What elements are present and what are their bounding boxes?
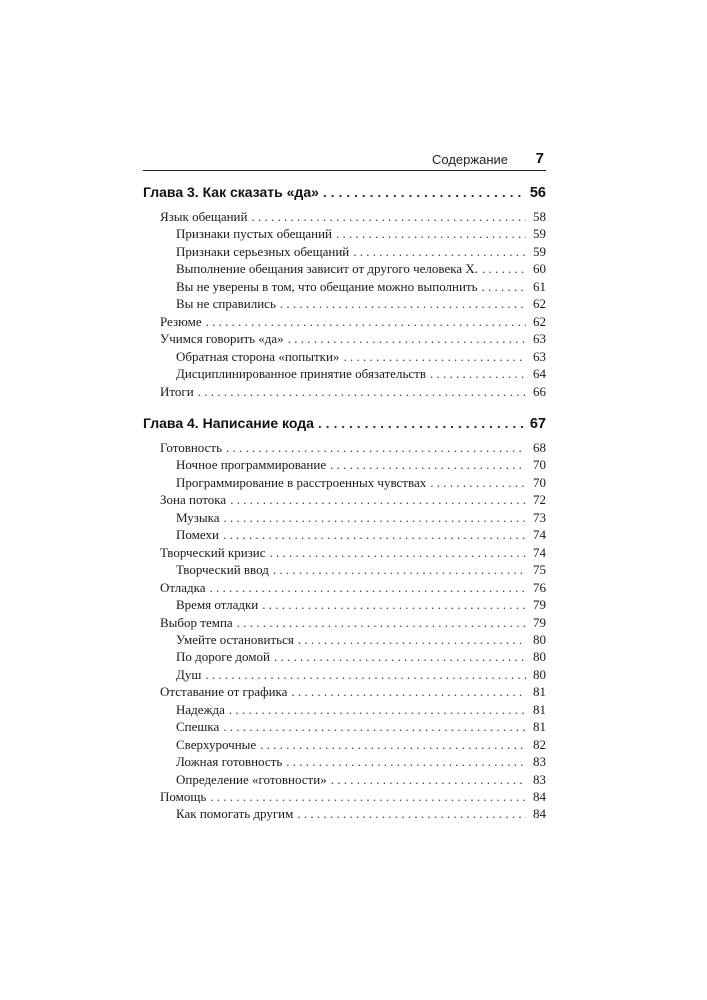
toc-entry-title: Глава 4. Написание кода — [143, 415, 314, 431]
dot-leader — [482, 261, 526, 277]
toc-entry-title: Надежда — [176, 702, 225, 717]
toc-entry-title: Ночное программирование — [176, 457, 327, 472]
toc-subsection-entry[interactable] — [143, 649, 546, 665]
toc-subsection-entry[interactable] — [143, 667, 546, 683]
toc-entry-page: 70 — [533, 475, 546, 490]
toc-subsection-entry[interactable] — [143, 261, 546, 277]
toc-chapter-heading[interactable] — [143, 415, 546, 432]
toc-entry-page: 75 — [533, 562, 546, 577]
dot-leader — [205, 667, 526, 683]
toc-entry-title: Как помогать другим — [176, 806, 294, 821]
toc-entry-title: Музыка — [176, 510, 220, 525]
dot-leader — [482, 279, 526, 295]
toc-section-entry[interactable] — [143, 492, 546, 508]
toc-subsection-entry[interactable] — [143, 719, 546, 735]
running-header — [143, 150, 546, 171]
toc-entry-page: 76 — [533, 580, 546, 595]
toc-subsection-entry[interactable] — [143, 279, 546, 295]
dot-leader — [298, 632, 526, 648]
toc-entry-page: 74 — [533, 527, 546, 542]
dot-leader — [330, 457, 526, 473]
toc-entry-page: 68 — [533, 440, 546, 455]
toc-entry-title: Помощь — [160, 789, 207, 804]
dot-leader — [318, 415, 524, 431]
toc-entry-title: Признаки пустых обещаний — [176, 226, 332, 241]
toc-entry-title: Творческий кризис — [160, 545, 266, 560]
toc-entry-title: Обратная сторона «попытки» — [176, 349, 340, 364]
dot-leader — [229, 702, 526, 718]
toc-entry-title: Ложная готовность — [176, 754, 283, 769]
dot-leader — [291, 684, 526, 700]
toc-entry-page: 60 — [533, 261, 546, 276]
toc-entry-page: 61 — [533, 279, 546, 294]
toc-section-entry[interactable] — [143, 314, 546, 330]
toc-chapter-heading[interactable] — [143, 184, 546, 201]
toc-entry-title: Творческий ввод — [176, 562, 269, 577]
toc-entry-page: 66 — [533, 384, 546, 399]
toc-entry-title: По дороге домой — [176, 649, 270, 664]
toc-subsection-entry[interactable] — [143, 349, 546, 365]
toc-subsection-entry[interactable] — [143, 562, 546, 578]
toc-section-entry[interactable] — [143, 545, 546, 561]
toc-entry-page: 73 — [533, 510, 546, 525]
toc-entry-page: 81 — [533, 702, 546, 717]
toc-entry-page: 80 — [533, 667, 546, 682]
toc-entry-title: Признаки серьезных обещаний — [176, 244, 350, 259]
toc-subsection-entry[interactable] — [143, 510, 546, 526]
dot-leader — [297, 806, 526, 822]
page-number: 7 — [535, 150, 544, 167]
toc-entry-page: 64 — [533, 366, 546, 381]
toc-entry-title: Сверхурочные — [176, 737, 257, 752]
toc-entry-title: Вы не уверены в том, что обещание можно выполнить — [176, 279, 478, 294]
toc-entry-page: 81 — [533, 719, 546, 734]
toc-subsection-entry[interactable] — [143, 475, 546, 491]
toc-entry-title: Вы не справились — [176, 296, 276, 311]
toc-entry-page: 59 — [533, 244, 546, 259]
dot-leader — [280, 296, 526, 312]
toc-entry-page: 79 — [533, 597, 546, 612]
toc-section-entry[interactable] — [143, 580, 546, 596]
dot-leader — [226, 440, 526, 456]
dot-leader — [270, 545, 526, 561]
toc-entry-title: Выбор темпа — [160, 615, 233, 630]
toc-entry-page: 70 — [533, 457, 546, 472]
toc-entry-page: 62 — [533, 314, 546, 329]
toc-entry-page: 72 — [533, 492, 546, 507]
toc-entry-page: 58 — [533, 209, 546, 224]
section-title: Содержание — [432, 152, 508, 167]
dot-leader — [336, 226, 526, 242]
toc-entry-page: 74 — [533, 545, 546, 560]
dot-leader — [237, 615, 526, 631]
toc-subsection-entry[interactable] — [143, 772, 546, 788]
toc-entry-page: 83 — [533, 772, 546, 787]
toc-entry-title: Глава 3. Как сказать «да» — [143, 184, 319, 200]
dot-leader — [223, 527, 526, 543]
dot-leader — [331, 772, 526, 788]
toc-entry-page: 67 — [529, 416, 546, 432]
toc-subsection-entry[interactable] — [143, 226, 546, 242]
toc-entry-page: 79 — [533, 615, 546, 630]
dot-leader — [224, 510, 527, 526]
toc-entry-page: 84 — [533, 806, 546, 821]
dot-leader — [274, 649, 526, 665]
toc-section-entry[interactable] — [143, 331, 546, 347]
dot-leader — [260, 737, 526, 753]
toc-entry-page: 80 — [533, 649, 546, 664]
toc-entry-title: Душ — [176, 667, 202, 682]
toc-entry-title: Учимся говорить «да» — [160, 331, 284, 346]
dot-leader — [323, 184, 524, 200]
toc-entry-page: 62 — [533, 296, 546, 311]
dot-leader — [353, 244, 526, 260]
dot-leader — [273, 562, 526, 578]
toc-entry-title: Зона потока — [160, 492, 227, 507]
toc-entry-title: Умейте остановиться — [176, 632, 294, 647]
toc-subsection-entry[interactable] — [143, 702, 546, 718]
toc-entry-page: 59 — [533, 226, 546, 241]
toc-entry-page: 56 — [529, 185, 546, 201]
dot-leader — [210, 580, 526, 596]
toc-entry-title: Помехи — [176, 527, 219, 542]
dot-leader — [262, 597, 526, 613]
toc-entry-page: 63 — [533, 349, 546, 364]
toc-section-entry[interactable] — [143, 209, 546, 225]
toc-entry-title: Спешка — [176, 719, 220, 734]
toc-entry-title: Отладка — [160, 580, 206, 595]
toc-subsection-entry[interactable] — [143, 366, 546, 382]
toc-entry-page: 82 — [533, 737, 546, 752]
toc-section-entry[interactable] — [143, 684, 546, 700]
toc-entry-page: 83 — [533, 754, 546, 769]
toc-entry-title: Программирование в расстроенных чувствах — [176, 475, 427, 490]
dot-leader — [343, 349, 526, 365]
dot-leader — [430, 366, 526, 382]
toc-subsection-entry[interactable] — [143, 597, 546, 613]
dot-leader — [198, 384, 526, 400]
toc-subsection-entry[interactable] — [143, 296, 546, 312]
toc-entry-title: Язык обещаний — [160, 209, 248, 224]
dot-leader — [286, 754, 526, 770]
toc-entry-page: 84 — [533, 789, 546, 804]
dot-leader — [430, 475, 526, 491]
dot-leader — [210, 789, 526, 805]
toc-subsection-entry[interactable] — [143, 632, 546, 648]
dot-leader — [230, 492, 526, 508]
toc-entry-title: Итоги — [160, 384, 194, 399]
toc-section-entry[interactable] — [143, 440, 546, 456]
toc-subsection-entry[interactable] — [143, 754, 546, 770]
dot-leader — [206, 314, 526, 330]
toc-entry-title: Определение «готовности» — [176, 772, 327, 787]
toc-entry-title: Готовность — [160, 440, 223, 455]
toc-section-entry[interactable] — [143, 789, 546, 805]
dot-leader — [251, 209, 526, 225]
toc-entry-title: Отставание от графика — [160, 684, 288, 699]
toc-entry-title: Выполнение обещания зависит от другого человека X. — [176, 261, 479, 276]
toc-entry-title: Время отладки — [176, 597, 259, 612]
toc-section-entry[interactable] — [143, 615, 546, 631]
toc-subsection-entry[interactable] — [143, 244, 546, 260]
toc-subsection-entry[interactable] — [143, 737, 546, 753]
toc-entry-page: 81 — [533, 684, 546, 699]
dot-leader — [223, 719, 526, 735]
toc-entry-title: Дисциплинированное принятие обязательств — [176, 366, 426, 381]
toc-entry-title: Резюме — [160, 314, 202, 329]
toc-section-entry[interactable] — [143, 384, 546, 400]
toc-entry-page: 63 — [533, 331, 546, 346]
toc-entry-page: 80 — [533, 632, 546, 647]
toc-subsection-entry[interactable] — [143, 527, 546, 543]
dot-leader — [288, 331, 526, 347]
toc-subsection-entry[interactable] — [143, 806, 546, 822]
toc-subsection-entry[interactable] — [143, 457, 546, 473]
